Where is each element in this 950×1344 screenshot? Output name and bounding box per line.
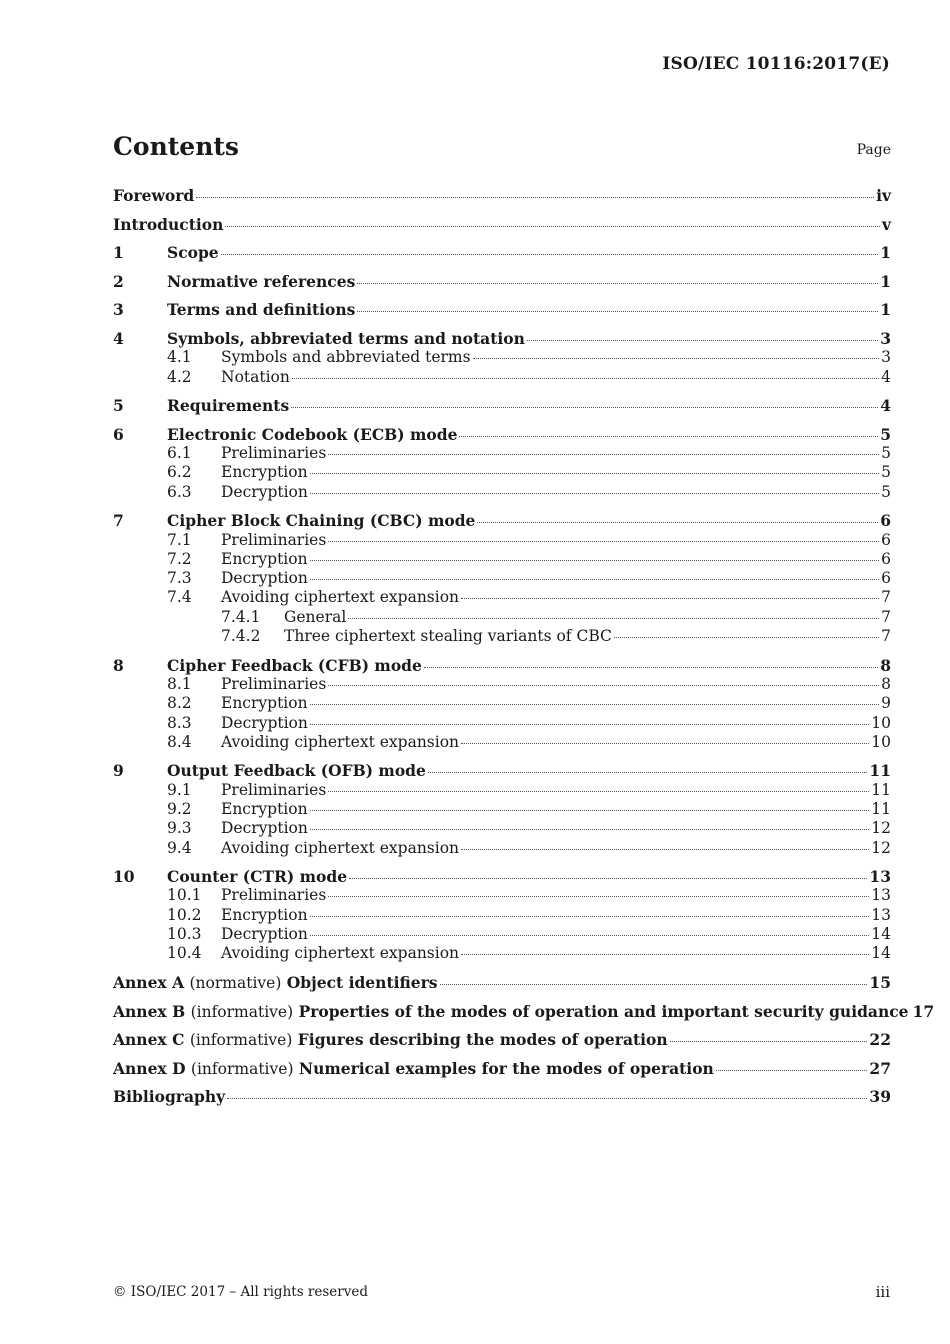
toc-entry-number: 10.4 <box>167 944 202 963</box>
toc-entry-title <box>167 272 355 291</box>
toc-entry-number: 7.3 <box>167 569 192 588</box>
toc-entry[interactable] <box>113 627 891 646</box>
toc-entry-page: iv <box>876 186 891 205</box>
toc-entry-title <box>221 368 290 387</box>
toc-entry-number: 8.2 <box>167 694 192 713</box>
toc-entry[interactable] <box>113 348 891 367</box>
toc-dot-leader <box>428 772 868 773</box>
toc-entry-page: 13 <box>871 905 891 924</box>
toc-entry-title-text: Preliminaries <box>221 444 327 463</box>
contents-title: Contents <box>113 132 240 161</box>
toc-dot-leader <box>310 579 879 580</box>
toc-dot-leader <box>227 1098 867 1099</box>
toc-dot-leader <box>461 598 879 599</box>
toc-dot-leader <box>310 704 880 705</box>
toc-entry-number: 2 <box>113 271 124 291</box>
toc-dot-leader <box>461 743 869 744</box>
toc-entry-title-text: Annex C <box>113 1030 185 1050</box>
toc-entry-title <box>167 243 219 262</box>
toc-dot-leader <box>328 541 879 542</box>
toc-entry-title-text: Encryption <box>221 549 308 568</box>
toc-entry[interactable] <box>113 714 891 733</box>
toc-entry-title <box>167 425 457 444</box>
toc-entry-annex-title: Numerical examples for the modes of operation <box>298 1058 714 1078</box>
toc-entry-title-text: Cipher Block Chaining (CBC) mode <box>167 511 476 531</box>
toc-entry-annex-type: (informative) <box>189 1031 293 1050</box>
toc-entry[interactable] <box>113 656 891 675</box>
toc-entry-page: 7 <box>881 588 891 607</box>
table-of-contents <box>113 186 935 1107</box>
toc-entry-page: 39 <box>869 1087 891 1107</box>
toc-entry-number: 6.2 <box>167 463 192 482</box>
toc-dot-leader <box>328 896 869 897</box>
toc-entry[interactable] <box>113 1001 935 1021</box>
toc-entry-page: 13 <box>871 886 891 905</box>
toc-entry-title-text: Avoiding ciphertext expansion <box>221 838 460 857</box>
toc-entry-title-text: Output Feedback (OFB) mode <box>167 761 426 781</box>
toc-dot-leader <box>440 984 868 985</box>
toc-entry-title <box>167 656 422 675</box>
toc-entry-title-text: Foreword <box>113 186 195 205</box>
toc-entry-page: 11 <box>871 799 891 818</box>
toc-dot-leader <box>461 954 869 955</box>
toc-entry-number: 7.4 <box>167 588 192 607</box>
toc-entry[interactable] <box>113 368 891 387</box>
toc-entry[interactable] <box>113 733 891 752</box>
toc-entry[interactable] <box>113 886 891 905</box>
toc-entry[interactable] <box>113 186 891 205</box>
toc-entry[interactable] <box>113 483 891 502</box>
toc-entry-page: 22 <box>869 1030 891 1050</box>
toc-entry-title <box>284 627 612 646</box>
toc-entry[interactable] <box>113 588 891 607</box>
toc-entry-page: 1 <box>880 271 891 291</box>
toc-entry-title <box>113 1059 714 1079</box>
toc-entry-annex-type: (informative) <box>190 1002 294 1021</box>
toc-entry[interactable] <box>113 1087 891 1106</box>
toc-entry-number: 3 <box>113 300 124 320</box>
toc-entry-page: 4 <box>881 367 891 386</box>
toc-entry-title-text: Electronic Codebook (ECB) mode <box>167 424 458 444</box>
toc-entry-title <box>221 569 308 588</box>
toc-entry-title <box>221 463 308 482</box>
toc-dot-leader <box>716 1070 868 1071</box>
toc-entry[interactable] <box>113 300 891 319</box>
toc-dot-leader <box>221 254 879 255</box>
toc-entry[interactable] <box>113 906 891 925</box>
toc-entry-title-text: Encryption <box>221 463 308 482</box>
toc-entry-page: 8 <box>881 674 891 693</box>
toc-entry-title <box>167 761 426 780</box>
toc-dot-leader <box>461 849 869 850</box>
toc-dot-leader <box>357 283 878 284</box>
toc-entry-page: 9 <box>881 694 891 713</box>
toc-entry-page: v <box>881 214 891 234</box>
toc-entry[interactable] <box>113 867 891 886</box>
toc-entry-number: 8.4 <box>167 732 192 751</box>
toc-dot-leader <box>310 810 870 811</box>
toc-entry[interactable] <box>113 243 891 262</box>
toc-entry-title <box>113 215 223 234</box>
toc-entry-title-text: Cipher Feedback (CFB) mode <box>167 655 422 675</box>
toc-entry-number: 6.1 <box>167 444 192 463</box>
toc-entry-title-text: Annex D <box>113 1058 186 1078</box>
toc-entry-title-text: Symbols and abbreviated terms <box>221 348 471 367</box>
toc-entry-number: 10 <box>113 867 135 887</box>
toc-entry-title-text: Decryption <box>221 925 308 944</box>
toc-entry-page: 5 <box>880 424 891 444</box>
toc-entry-title-text: Decryption <box>221 569 308 588</box>
toc-entry[interactable] <box>113 425 891 444</box>
toc-entry-title <box>221 886 326 905</box>
toc-entry-page: 15 <box>869 972 891 992</box>
page-column-label: Page <box>856 142 891 158</box>
toc-entry[interactable] <box>113 761 891 780</box>
toc-entry-title-text: Encryption <box>221 694 308 713</box>
toc-entry-title-text: Symbols, abbreviated terms and notation <box>167 328 525 348</box>
toc-entry-title-text: Counter (CTR) mode <box>167 867 348 887</box>
toc-dot-leader <box>357 311 878 312</box>
toc-entry-number: 4 <box>113 328 124 348</box>
toc-entry-title <box>221 733 459 752</box>
toc-dot-leader <box>527 340 878 341</box>
toc-entry-page: 17 <box>912 1001 935 1021</box>
toc-entry-title <box>167 396 289 415</box>
toc-dot-leader <box>225 226 880 227</box>
toc-entry-page: 3 <box>880 328 891 348</box>
toc-dot-leader <box>291 407 878 408</box>
toc-entry[interactable] <box>113 608 891 627</box>
toc-entry-page: 1 <box>880 300 891 320</box>
toc-entry-title <box>113 1087 225 1106</box>
toc-dot-leader <box>310 493 879 494</box>
toc-entry-title-text: Scope <box>167 243 219 263</box>
toc-entry-title <box>113 973 438 993</box>
toc-entry-title-text: Encryption <box>221 799 308 818</box>
toc-entry[interactable] <box>113 463 891 482</box>
toc-entry-number: 6.3 <box>167 482 192 501</box>
toc-entry-page: 7 <box>881 607 891 626</box>
toc-entry-title-text: Annex A <box>113 972 185 992</box>
toc-entry-title <box>284 608 346 627</box>
toc-entry[interactable] <box>113 329 891 348</box>
toc-entry-annex-type: (normative) <box>189 973 282 992</box>
toc-dot-leader <box>473 358 880 359</box>
toc-entry-page: 8 <box>880 655 891 675</box>
toc-entry-title-text: Decryption <box>221 482 308 501</box>
toc-entry[interactable] <box>113 1030 891 1049</box>
toc-entry[interactable] <box>113 550 891 569</box>
toc-dot-leader <box>477 522 878 523</box>
toc-dot-leader <box>310 935 869 936</box>
toc-entry-title <box>113 1002 909 1022</box>
toc-entry-title <box>167 329 525 348</box>
toc-entry-number: 9 <box>113 761 124 781</box>
toc-entry[interactable] <box>113 925 891 944</box>
toc-entry-title-text: Preliminaries <box>221 886 327 905</box>
toc-entry-page: 10 <box>871 713 891 732</box>
toc-entry-page: 27 <box>869 1058 891 1078</box>
toc-entry-title <box>221 588 459 607</box>
toc-entry-title-text: Bibliography <box>113 1087 226 1107</box>
toc-entry-number: 10.1 <box>167 886 202 905</box>
toc-entry-number: 7.4.2 <box>221 627 261 646</box>
toc-entry-title-text: Normative references <box>167 271 356 291</box>
toc-entry-number: 8 <box>113 655 124 675</box>
toc-entry-page: 5 <box>881 444 891 463</box>
toc-entry[interactable] <box>113 781 891 800</box>
toc-entry-title <box>221 819 308 838</box>
toc-entry-title <box>167 867 347 886</box>
toc-entry[interactable] <box>113 944 891 963</box>
toc-entry-number: 7.4.1 <box>221 607 261 626</box>
toc-entry-number: 8.1 <box>167 674 192 693</box>
toc-entry-number: 6 <box>113 424 124 444</box>
toc-entry-page: 3 <box>881 348 891 367</box>
toc-entry[interactable] <box>113 694 891 713</box>
toc-entry-annex-title: Object identifiers <box>286 972 438 992</box>
toc-entry-number: 1 <box>113 243 124 263</box>
toc-entry-title-text: Avoiding ciphertext expansion <box>221 732 460 751</box>
toc-entry-title <box>221 714 308 733</box>
toc-dot-leader <box>310 560 880 561</box>
toc-entry[interactable] <box>113 973 891 992</box>
toc-entry-page: 6 <box>881 569 891 588</box>
toc-entry-title-text: Three ciphertext stealing variants of CBC <box>284 627 612 646</box>
toc-entry-annex-title: Properties of the modes of operation and important security guidance <box>298 1001 909 1021</box>
toc-dot-leader <box>310 473 880 474</box>
toc-entry-title <box>113 1030 668 1050</box>
toc-entry[interactable] <box>113 839 891 858</box>
toc-dot-leader <box>670 1041 868 1042</box>
toc-entry[interactable] <box>113 396 891 415</box>
toc-dot-leader <box>424 667 878 668</box>
toc-entry-number: 9.4 <box>167 838 192 857</box>
toc-entry[interactable] <box>113 444 891 463</box>
toc-entry-title <box>221 675 326 694</box>
toc-dot-leader <box>349 878 867 879</box>
toc-entry-title-text: Avoiding ciphertext expansion <box>221 588 460 607</box>
toc-dot-leader <box>328 685 879 686</box>
toc-entry-number: 7.2 <box>167 549 192 568</box>
toc-entry-title-text: Encryption <box>221 905 308 924</box>
toc-dot-leader <box>292 378 879 379</box>
toc-entry-title <box>221 348 471 367</box>
toc-entry-page: 11 <box>871 780 891 799</box>
toc-entry[interactable] <box>113 1059 891 1078</box>
footer-copyright: © ISO/IEC 2017 – All rights reserved <box>113 1284 368 1300</box>
toc-entry-title-text: Annex B <box>113 1001 186 1021</box>
toc-entry-page: 7 <box>881 627 891 646</box>
toc-entry[interactable] <box>113 569 891 588</box>
toc-entry-number: 7.1 <box>167 530 192 549</box>
toc-entry-title-text: Introduction <box>113 214 224 234</box>
toc-entry-page: 11 <box>869 761 891 781</box>
toc-entry-title <box>167 300 355 319</box>
document-code: ISO/IEC 10116:2017(E) <box>662 54 890 74</box>
toc-entry[interactable] <box>113 215 891 234</box>
toc-entry-page: 5 <box>881 482 891 501</box>
toc-entry-page: 1 <box>880 243 891 263</box>
toc-entry[interactable] <box>113 511 891 530</box>
toc-dot-leader <box>459 436 878 437</box>
toc-entry-title <box>221 531 326 550</box>
toc-entry[interactable] <box>113 800 891 819</box>
toc-entry-number: 10.3 <box>167 925 202 944</box>
toc-entry-page: 14 <box>871 944 891 963</box>
toc-entry-title-text: Notation <box>221 367 290 386</box>
toc-entry-page: 14 <box>871 925 891 944</box>
toc-entry-annex-title: Figures describing the modes of operation <box>297 1030 668 1050</box>
toc-entry-number: 9.1 <box>167 780 192 799</box>
toc-entry-title <box>167 511 475 530</box>
toc-entry-title <box>221 906 308 925</box>
toc-entry-number: 4.2 <box>167 367 192 386</box>
toc-entry-title-text: Decryption <box>221 819 308 838</box>
toc-entry-title <box>221 925 308 944</box>
toc-entry-title-text: Preliminaries <box>221 674 327 693</box>
toc-dot-leader <box>310 916 870 917</box>
toc-dot-leader <box>348 618 879 619</box>
toc-entry-title <box>221 781 326 800</box>
toc-entry-number: 9.2 <box>167 799 192 818</box>
toc-entry-page: 13 <box>869 867 891 887</box>
toc-entry-title <box>221 550 308 569</box>
toc-entry-title-text: General <box>284 607 347 626</box>
toc-entry-title-text: Avoiding ciphertext expansion <box>221 944 460 963</box>
toc-entry-number: 5 <box>113 396 124 416</box>
toc-entry-title-text: Preliminaries <box>221 780 327 799</box>
toc-entry-page: 12 <box>871 819 891 838</box>
toc-entry-annex-type: (informative) <box>190 1059 294 1078</box>
toc-entry-title <box>221 839 459 858</box>
toc-entry[interactable] <box>113 819 891 838</box>
toc-dot-leader <box>310 724 869 725</box>
toc-entry-page: 6 <box>881 530 891 549</box>
toc-entry[interactable] <box>113 675 891 694</box>
toc-entry[interactable] <box>113 531 891 550</box>
toc-entry-page: 6 <box>881 549 891 568</box>
toc-entry-title-text: Terms and definitions <box>167 300 356 320</box>
toc-entry-title <box>221 483 308 502</box>
toc-entry-number: 4.1 <box>167 348 192 367</box>
toc-dot-leader <box>328 454 879 455</box>
toc-dot-leader <box>310 829 869 830</box>
toc-dot-leader <box>196 197 874 198</box>
toc-entry-title-text: Preliminaries <box>221 530 327 549</box>
toc-entry-page: 4 <box>880 396 891 416</box>
toc-entry[interactable] <box>113 272 891 291</box>
toc-entry-number: 7 <box>113 511 124 531</box>
footer-page-number: iii <box>875 1283 890 1301</box>
toc-entry-number: 10.2 <box>167 905 202 924</box>
toc-dot-leader <box>614 637 879 638</box>
toc-entry-title-text: Requirements <box>167 396 290 416</box>
toc-dot-leader <box>328 791 869 792</box>
toc-entry-page: 5 <box>881 463 891 482</box>
toc-entry-number: 9.3 <box>167 819 192 838</box>
toc-entry-title <box>113 186 194 205</box>
toc-entry-title <box>221 800 308 819</box>
toc-entry-page: 12 <box>871 838 891 857</box>
toc-entry-title-text: Decryption <box>221 713 308 732</box>
toc-entry-title <box>221 444 326 463</box>
toc-entry-title <box>221 694 308 713</box>
toc-entry-title <box>221 944 459 963</box>
toc-entry-page: 6 <box>880 511 891 531</box>
toc-entry-number: 8.3 <box>167 713 192 732</box>
toc-entry-page: 10 <box>871 732 891 751</box>
